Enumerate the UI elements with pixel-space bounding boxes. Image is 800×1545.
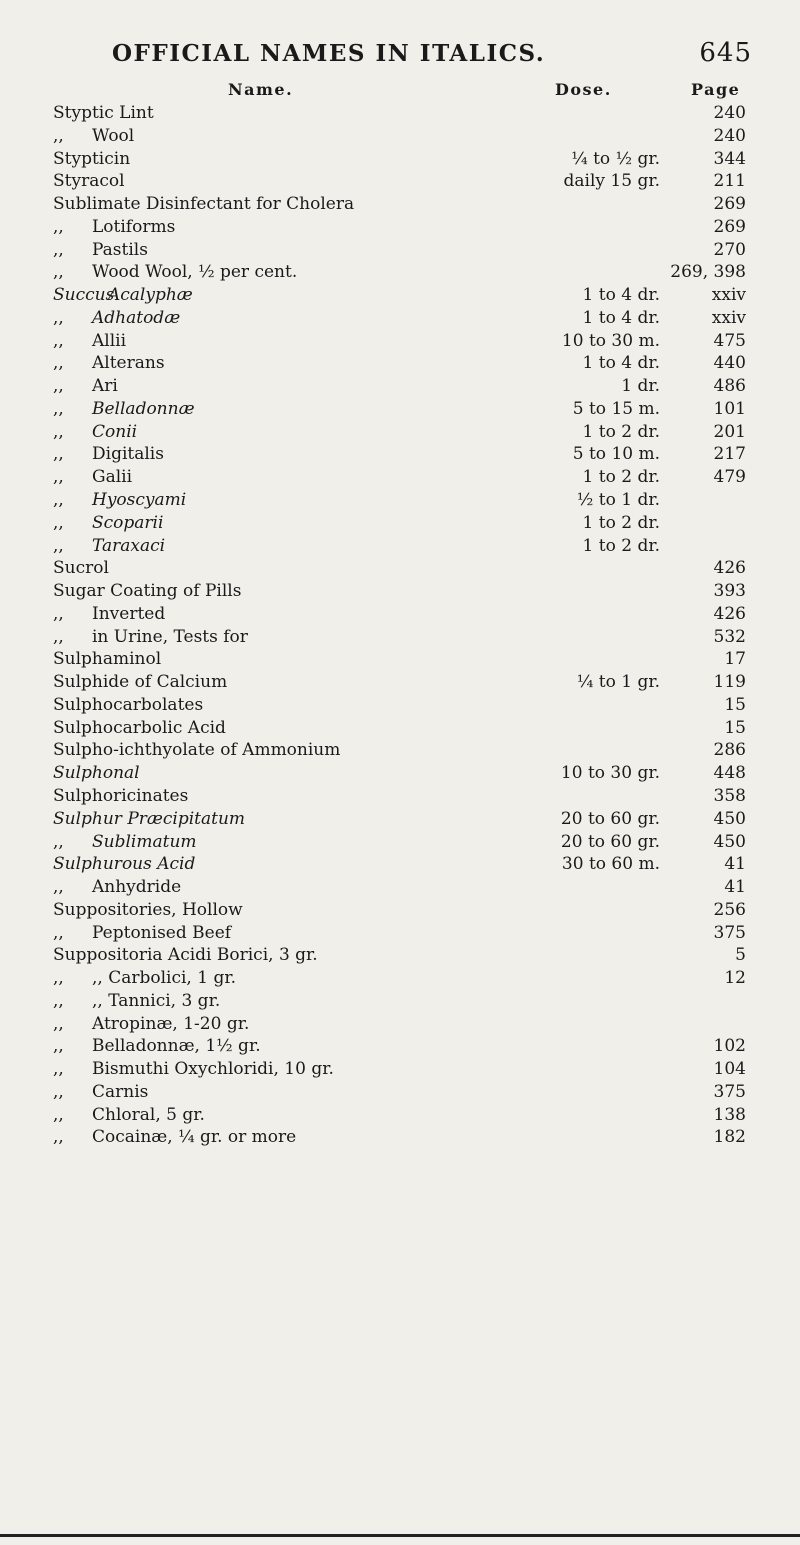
entry-name: in Urine, Tests for <box>92 626 248 647</box>
index-entry <box>0 603 800 626</box>
index-entry <box>0 535 800 558</box>
entry-name: Styptic Lint <box>53 103 154 123</box>
entry-name: Inverted <box>92 603 166 624</box>
index-entry <box>0 853 800 876</box>
entry-dose: 10 to 30 m. <box>561 330 660 351</box>
entry-name: Bismuthi Oxychloridi, 10 gr. <box>92 1059 334 1080</box>
entry-prefix: ,, <box>53 467 64 488</box>
entry-name: Sulphurous Acid <box>53 854 196 875</box>
entry-prefix: ,, <box>53 216 64 237</box>
index-entry <box>0 421 800 444</box>
entry-prefix: Succus <box>53 285 115 306</box>
entry-name: Belladonnæ <box>92 398 195 419</box>
entry-page: 479 <box>713 467 746 488</box>
entry-prefix: ,, <box>53 990 64 1011</box>
index-entry <box>0 1013 800 1036</box>
entry-name: Alterans <box>92 353 165 374</box>
index-entry <box>0 739 800 762</box>
entry-page: 269, 398 <box>670 262 746 283</box>
entry-name: ,, Carbolici, 1 gr. <box>92 968 237 989</box>
entry-name: Sublimatum <box>92 831 197 852</box>
entry-page: 375 <box>713 1081 746 1102</box>
entry-page: 448 <box>713 763 746 784</box>
entry-prefix: ,, <box>53 353 64 374</box>
entry-dose: 5 to 15 m. <box>572 398 660 419</box>
entry-name: Scoparii <box>92 512 164 533</box>
index-entry <box>0 398 800 421</box>
index-entry <box>0 762 800 785</box>
running-head <box>112 38 752 68</box>
entry-page: 102 <box>713 1036 746 1057</box>
entry-dose: 1 to 4 dr. <box>582 353 660 374</box>
entry-name: Sulphide of Calcium <box>53 672 228 693</box>
index-entry <box>0 489 800 512</box>
entry-prefix: ,, <box>53 330 64 351</box>
entry-page: 211 <box>713 171 746 192</box>
entry-prefix: ,, <box>53 1013 64 1034</box>
index-entry <box>0 512 800 535</box>
index-entry <box>0 284 800 307</box>
index-entry <box>0 1104 800 1127</box>
entry-prefix: ,, <box>53 1104 64 1125</box>
entry-name: Sucrol <box>53 558 109 579</box>
entry-page: 217 <box>713 444 746 465</box>
index-entry <box>0 626 800 649</box>
index-entry <box>0 466 800 489</box>
index-entries <box>0 102 800 1149</box>
entry-name: Wood Wool, ½ per cent. <box>92 262 298 283</box>
entry-page: 12 <box>724 968 746 989</box>
entry-name: Adhatodæ <box>92 307 181 328</box>
index-entry <box>0 239 800 262</box>
index-entry <box>0 990 800 1013</box>
index-entry <box>0 831 800 854</box>
entry-prefix: ,, <box>53 535 64 556</box>
entry-name: Belladonnæ, 1½ gr. <box>92 1036 261 1057</box>
entry-name: Sugar Coating of Pills <box>53 581 242 602</box>
entry-prefix: ,, <box>53 877 64 898</box>
entry-page: 393 <box>713 581 746 602</box>
entry-prefix: ,, <box>53 262 64 283</box>
entry-dose: 5 to 10 m. <box>572 444 660 465</box>
index-entry <box>0 1126 800 1149</box>
entry-prefix: ,, <box>53 421 64 442</box>
index-entry <box>0 876 800 899</box>
entry-dose: 1 to 4 dr. <box>582 307 660 328</box>
index-entry <box>0 216 800 239</box>
entry-prefix: ,, <box>53 968 64 989</box>
column-header-dose: Dose. <box>555 80 612 99</box>
entry-name: Pastils <box>92 239 148 260</box>
entry-dose: 10 to 30 gr. <box>560 763 660 784</box>
entry-page: xxiv <box>711 307 746 328</box>
entry-dose: 20 to 60 gr. <box>560 808 660 829</box>
entry-dose: ½ to 1 dr. <box>576 490 660 511</box>
entry-name: Peptonised Beef <box>92 922 232 943</box>
entry-prefix: ,, <box>53 922 64 943</box>
entry-name: Styracol <box>53 171 125 192</box>
index-entry <box>0 193 800 216</box>
entry-page: 240 <box>713 103 746 123</box>
entry-page: 256 <box>713 899 746 920</box>
entry-name: ,, Tannici, 3 gr. <box>92 990 221 1011</box>
page-number: 645 <box>699 38 752 68</box>
entry-page: 269 <box>713 194 746 215</box>
column-header-name: Name. <box>228 80 294 99</box>
entry-dose: 1 dr. <box>621 376 660 397</box>
entry-prefix: ,, <box>53 626 64 647</box>
bottom-rule <box>0 1534 800 1537</box>
entry-page: 104 <box>713 1059 746 1080</box>
entry-prefix: ,, <box>53 398 64 419</box>
entry-name: Cocainæ, ¼ gr. or more <box>92 1127 297 1148</box>
entry-dose: daily 15 gr. <box>563 171 660 192</box>
running-head-title: OFFICIAL NAMES IN ITALICS. <box>112 40 546 67</box>
entry-page: 532 <box>713 626 746 647</box>
entry-page: 119 <box>713 672 746 693</box>
entry-name: Sulphocarbolates <box>53 694 204 715</box>
entry-prefix: ,, <box>53 239 64 260</box>
entry-name: Sulpho-ichthyolate of Ammonium <box>53 740 341 761</box>
entry-page: 426 <box>713 558 746 579</box>
entry-page: 17 <box>724 649 746 670</box>
index-entry <box>0 352 800 375</box>
entry-name: Sulphoricinates <box>53 785 189 806</box>
index-entry <box>0 944 800 967</box>
entry-name: Sulphocarbolic Acid <box>53 717 226 738</box>
entry-page: 344 <box>713 148 746 169</box>
entry-page: 41 <box>724 854 746 875</box>
index-entry <box>0 1035 800 1058</box>
entry-page: 101 <box>713 398 746 419</box>
entry-page: 486 <box>713 376 746 397</box>
entry-dose: 1 to 2 dr. <box>582 535 660 556</box>
entry-page: 15 <box>724 694 746 715</box>
entry-prefix: ,, <box>53 1127 64 1148</box>
index-entry <box>0 307 800 330</box>
index-entry <box>0 148 800 171</box>
index-entry <box>0 580 800 603</box>
index-entry <box>0 694 800 717</box>
entry-name: Hyoscyami <box>92 490 187 511</box>
entry-name: Sublimate Disinfectant for Cholera <box>53 194 355 215</box>
entry-name: Digitalis <box>92 444 164 465</box>
index-entry <box>0 671 800 694</box>
index-entry <box>0 922 800 945</box>
entry-page: 182 <box>713 1127 746 1148</box>
entry-page: 375 <box>713 922 746 943</box>
entry-dose: 1 to 2 dr. <box>582 467 660 488</box>
entry-page: xxiv <box>711 285 746 306</box>
entry-page: 286 <box>713 740 746 761</box>
entry-page: 138 <box>713 1104 746 1125</box>
index-entry <box>0 261 800 284</box>
entry-prefix: ,, <box>53 125 64 146</box>
index-entry <box>0 102 800 125</box>
entry-name: Atropinæ, 1-20 gr. <box>92 1013 250 1034</box>
entry-name: Anhydride <box>92 877 182 898</box>
entry-name: Ari <box>92 376 118 397</box>
index-entry <box>0 899 800 922</box>
entry-name: Galii <box>92 467 133 488</box>
entry-prefix: ,, <box>53 1036 64 1057</box>
index-entry <box>0 557 800 580</box>
entry-prefix: ,, <box>53 1081 64 1102</box>
entry-page: 475 <box>713 330 746 351</box>
entry-prefix: ,, <box>53 444 64 465</box>
index-entry <box>0 170 800 193</box>
index-entry <box>0 330 800 353</box>
entry-page: 5 <box>735 945 746 966</box>
entry-dose: 1 to 2 dr. <box>582 421 660 442</box>
entry-dose: 1 to 2 dr. <box>582 512 660 533</box>
entry-name: Suppositoria Acidi Borici, 3 gr. <box>53 945 318 966</box>
entry-name: Sulphaminol <box>53 649 162 670</box>
entry-page: 450 <box>713 831 746 852</box>
entry-dose: ¼ to 1 gr. <box>576 672 660 693</box>
entry-name: Sulphonal <box>53 763 140 784</box>
entry-name: Chloral, 5 gr. <box>92 1104 205 1125</box>
entry-prefix: ,, <box>53 490 64 511</box>
entry-name: Acalyphæ <box>108 285 193 306</box>
index-entry <box>0 375 800 398</box>
entry-page: 440 <box>713 353 746 374</box>
entry-page: 269 <box>713 216 746 237</box>
entry-page: 358 <box>713 785 746 806</box>
entry-name: Sulphur Præcipitatum <box>53 808 246 829</box>
entry-prefix: ,, <box>53 512 64 533</box>
entry-page: 426 <box>713 603 746 624</box>
index-entry <box>0 808 800 831</box>
entry-prefix: ,, <box>53 831 64 852</box>
entry-dose: 20 to 60 gr. <box>560 831 660 852</box>
entry-prefix: ,, <box>53 1059 64 1080</box>
entry-page: 270 <box>713 239 746 260</box>
entry-name: Allii <box>92 330 127 351</box>
entry-prefix: ,, <box>53 603 64 624</box>
index-entry <box>0 717 800 740</box>
index-entry <box>0 125 800 148</box>
entry-name: Carnis <box>92 1081 149 1102</box>
entry-name: Suppositories, Hollow <box>53 899 243 920</box>
entry-page: 41 <box>724 877 746 898</box>
entry-dose: ¼ to ½ gr. <box>571 148 660 169</box>
index-entry <box>0 1058 800 1081</box>
entry-dose: 30 to 60 m. <box>561 854 660 875</box>
entry-dose: 1 to 4 dr. <box>582 285 660 306</box>
entry-name: Lotiforms <box>92 216 176 237</box>
entry-prefix: ,, <box>53 307 64 328</box>
entry-page: 450 <box>713 808 746 829</box>
index-entry <box>0 648 800 671</box>
index-entry <box>0 1081 800 1104</box>
entry-page: 201 <box>713 421 746 442</box>
index-entry <box>0 967 800 990</box>
entry-prefix: ,, <box>53 376 64 397</box>
entry-name: Stypticin <box>53 148 131 169</box>
entry-name: Conii <box>92 421 138 442</box>
entry-page: 15 <box>724 717 746 738</box>
index-entry <box>0 785 800 808</box>
entry-page: 240 <box>713 125 746 146</box>
entry-name: Taraxaci <box>92 535 166 556</box>
column-header-page: Page <box>691 80 741 99</box>
entry-name: Wool <box>92 125 135 146</box>
index-entry <box>0 443 800 466</box>
